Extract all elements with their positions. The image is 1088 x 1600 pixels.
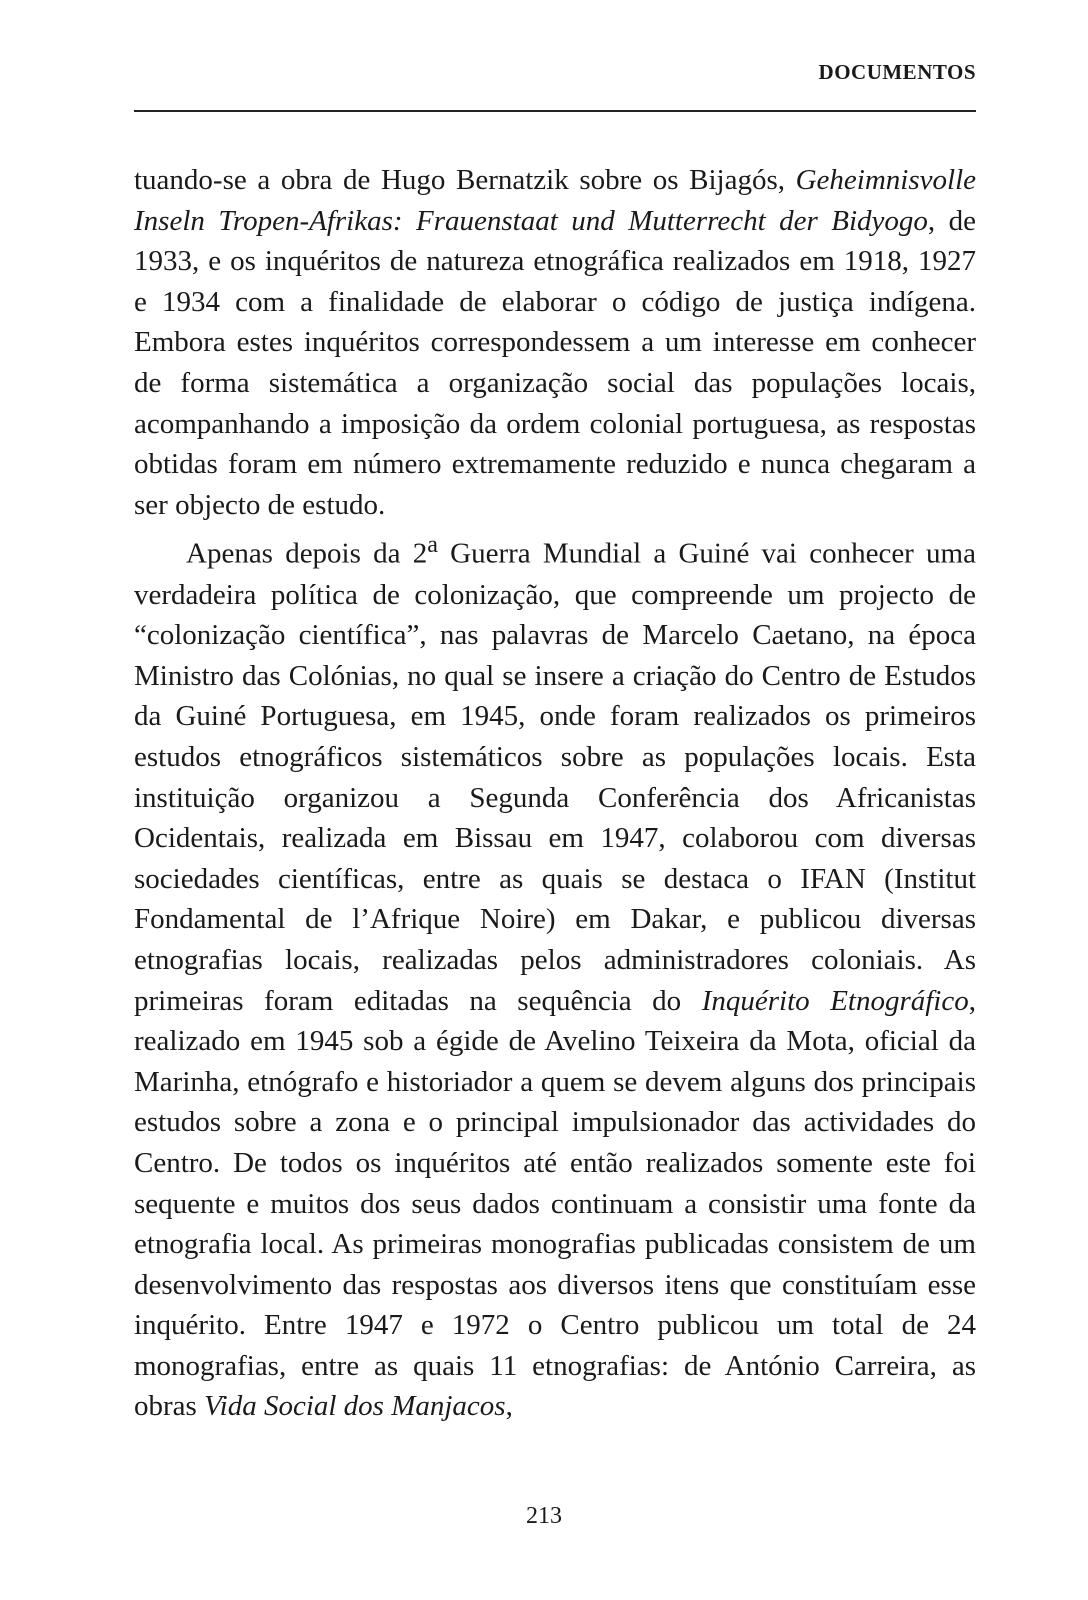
page-number: 213	[526, 1503, 562, 1529]
paragraph-1-text-a: tuando-se a obra de Hugo Bernatzik sobre os Bijagós,	[134, 164, 796, 196]
paragraph-2-text-d: ,	[505, 1390, 513, 1423]
paragraph-2-text-b: Guerra Mundial a Guiné vai conhecer uma verdadeira política de colonização, que compreende um projecto de “colonização científica”, nas palavras de Marcelo Caetano, na época Ministro das Colónias, no qual se insere a criação do Centro de Estudos da Guiné Portuguesa, em 1945, onde foram realizados os primeiros estudos etnográficos sistemáticos sobre as populações locais. Esta instituição organizou a Segunda Conferência dos Africanistas Ocidentais, realizada em Bissau em 1947, colaborou com diversas sociedades científicas, entre as quais se destaca o IFAN (Institut Fondamental de l’Afrique Noire) em Dakar, e publicou diversas etnografias locais, realizadas pelos administradores coloniais. As primeiras foram editadas na sequência do	[134, 538, 976, 1017]
title-inquerito-etnografico: Inquérito Etnográfico	[701, 984, 969, 1017]
ordinal-superscript: a	[427, 531, 438, 559]
running-head: DOCUMENTOS	[818, 60, 976, 84]
book-title-vida-social-dos-manjacos: Vida Social dos Manjacos	[204, 1390, 506, 1423]
book-title-geheimnisvolle-inseln: Geheimnisvolle Inseln Tropen-Afrikas: Frauenstaat und Mutterrecht der Bidyogo	[134, 164, 976, 237]
paragraph-1-text-b: , de 1933, e os inquéritos de natureza etnográfica realizados em 1918, 1927 e 1934 com a finalidade de elaborar o código de justiça indígena. Embora estes inquéritos correspondessem a um interesse em conhecer de forma sistemática a organização social das populações locais, acompanhando a imposição da ordem colonial portuguesa, as respostas obtidas foram em número extremamente reduzido e nunca chegaram a ser objecto de estudo.	[134, 204, 976, 521]
paragraph-2	[134, 525, 976, 1427]
body-text	[134, 160, 976, 1427]
paragraph-2-text-a: Apenas depois da 2	[186, 538, 428, 570]
paragraph-1	[134, 160, 976, 525]
header-rule	[134, 110, 976, 112]
paragraph-2-text-c: , realizado em 1945 sob a égide de Avelino Teixeira da Mota, oficial da Marinha, etnógrafo e historiador a quem se devem alguns dos principais estudos sobre a zona e o principal impulsionador das actividades do Centro. De todos os inquéritos até então realizados somente este foi sequente e muitos dos seus dados continuam a consistir uma fonte da etnografia local. As primeiras monografias publicadas consistem de um desenvolvimento das respostas aos diversos itens que constituíam esse inquérito. Entre 1947 e 1972 o Centro publicou um total de 24 monografias, entre as quais 11 etnografias: de António Carreira, as obras	[134, 984, 976, 1423]
